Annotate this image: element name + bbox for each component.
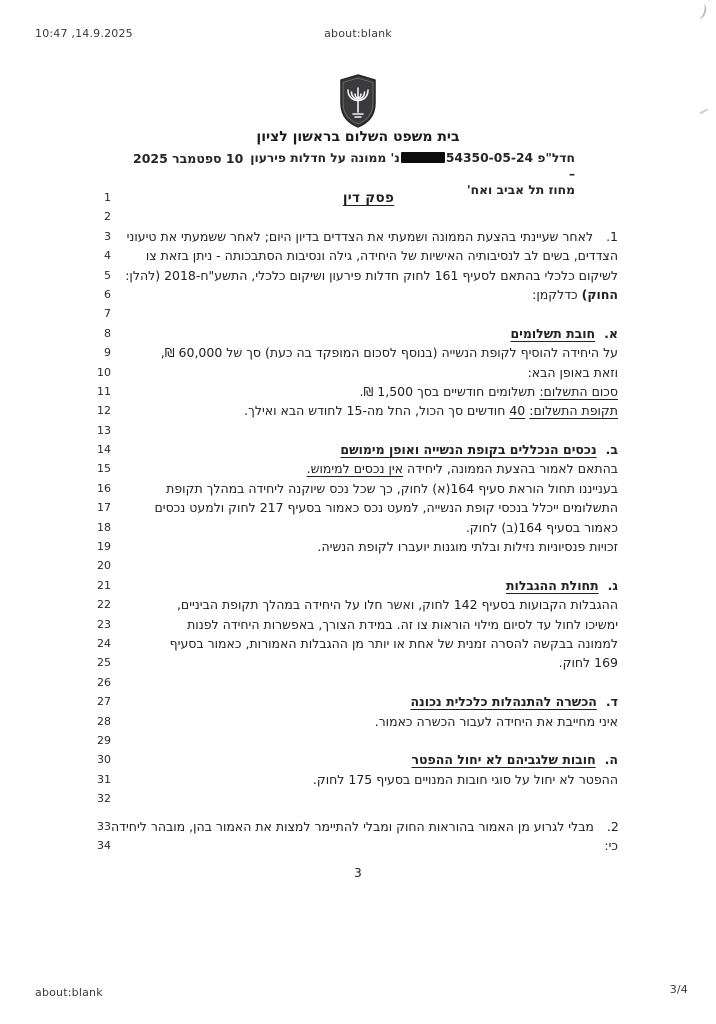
doc-line (95, 731, 626, 750)
line-number: 10 (97, 365, 111, 379)
text-segment: תחולת ההגבלות (506, 577, 599, 593)
text-segment: החוק) (581, 286, 618, 302)
israel-state-emblem-icon (0, 74, 716, 128)
text-segment: א. (604, 325, 618, 341)
text-segment: כאמור בסעיף 164(ב) לחוק. (465, 519, 618, 535)
text-segment: הכשרה להתנהלות כלכלית נכונה (410, 694, 597, 710)
text-segment: חובת תשלומים (510, 325, 596, 341)
text-segment: ימשיכו לחול עד לסיום מילוי הוראות צו זה. במידת הצורך, באפשרות היחידה לפנות (187, 616, 618, 632)
line-number: 9 (104, 346, 111, 360)
line-number: 22 (97, 598, 111, 612)
line-number: 14 (97, 443, 111, 457)
text-segment: ב. (605, 442, 618, 458)
text-segment: ההפטר לא יחול על סוגי חובות המנויים בסעיף 175 לחוק. (312, 771, 618, 787)
line-text (111, 653, 626, 672)
line-text (111, 750, 626, 769)
doc-line (95, 343, 626, 362)
line-number: 17 (97, 501, 111, 515)
line-number: 18 (97, 520, 111, 534)
line-number: 27 (97, 695, 111, 709)
doc-line (95, 789, 626, 808)
doc-line (95, 498, 626, 517)
text-segment: ד. (605, 694, 618, 710)
text-segment: התשלומים ייכלל בנכסי קופת הנשייה, למעט נכס כאמור בסעיף 217 לחוק ולמעט נכסים (154, 500, 618, 516)
print-footer-url: about:blank (35, 986, 103, 999)
line-number: 30 (97, 753, 111, 767)
line-text (111, 363, 626, 382)
line-number: 6 (104, 287, 111, 301)
text-segment: 169 לחוק. (558, 655, 618, 671)
line-number: 25 (97, 656, 111, 670)
line-text (111, 634, 626, 653)
line-text (111, 537, 626, 556)
doc-line (95, 770, 626, 789)
print-footer-page-indicator: 3/4 (669, 983, 688, 996)
line-number: 23 (97, 617, 111, 631)
doc-line (95, 518, 626, 537)
text-segment: וזאת באופן הבא: (527, 364, 618, 380)
doc-line (95, 556, 626, 575)
line-text (111, 246, 626, 265)
text-segment: לשיקום כלכלי בהתאם לסעיף 161 לחוק חדלות פירעון ושיקום כלכלי, התשע"ח-2018 (להלן: (125, 267, 618, 283)
line-text (111, 576, 626, 595)
scan-artifact (693, 2, 708, 21)
line-number: 32 (97, 792, 111, 806)
doc-line (95, 576, 626, 595)
text-segment: 1. (606, 228, 618, 244)
text-segment: ההגבלות הקבועות בסעיף 142 לחוק, ואשר חלו על היחידה במהלך תקופת הביניים, (176, 597, 618, 613)
line-number: 3 (104, 229, 111, 243)
line-number: 34 (97, 838, 111, 852)
court-name: בית משפט השלום בראשון לציון (256, 129, 460, 145)
doc-line (95, 653, 626, 672)
line-text (111, 498, 626, 517)
text-segment: לממונה בבקשה להסרה זמנית של אחת או יותר מן ההגבלות האמורות, כאמור בסעיף (169, 635, 618, 651)
text-segment: נכסים הנכללים בקופת הנשייה ואופן מימושם (340, 442, 597, 458)
line-text (111, 285, 626, 304)
line-text (111, 817, 627, 836)
text-segment: זכויות פנסיוניות נזילות ובלתי מוגנות יועברו לקופת הנשיה. (317, 539, 618, 555)
text-segment: מבלי לגרוע מן האמור בהוראות החוק ומבלי להתיימר למצות את האמור בהן, מובהר ליחידה (111, 818, 594, 834)
line-number: 15 (97, 462, 111, 476)
line-number: 12 (97, 404, 111, 418)
line-text (111, 266, 626, 285)
line-number: 28 (97, 714, 111, 728)
line-number: 26 (97, 675, 111, 689)
text-segment: בהתאם לאמור בהצעת הממונה, ליחידה (403, 461, 618, 477)
line-text (111, 440, 626, 459)
line-text (111, 227, 626, 246)
doc-line (95, 324, 626, 343)
text-segment: בענייננו תחול הוראת סעיף 164(א) לחוק, כך שכל נכס שיוקנה ליחידה במהלך תקופת (166, 480, 618, 496)
doc-line (95, 817, 626, 836)
line-number: 1 (104, 191, 111, 204)
doc-line (95, 401, 626, 420)
doc-line (95, 363, 626, 382)
line-text (111, 595, 626, 614)
doc-line (95, 692, 626, 711)
text-segment: הצדדים, בשים לב לנסיבותיה האישיות של היחידה, גילה ונסיבות הסתבכותה - ניתן בזאת צו (145, 248, 618, 264)
text-segment: תקופת התשלום: (529, 403, 618, 419)
line-number: 21 (97, 578, 111, 592)
doc-line (95, 246, 626, 265)
text-segment: איני מחייבת את היחידה לעבור הכשרה כאמור. (374, 713, 618, 729)
line-text (111, 382, 626, 401)
line-text (111, 479, 626, 498)
line-number: 5 (104, 268, 111, 282)
decision-date: 10 ספטמבר 2025 (133, 151, 244, 166)
line-text (111, 401, 626, 420)
doc-line (95, 285, 626, 304)
line-text (111, 459, 626, 478)
text-segment: כי: (604, 837, 618, 853)
text-segment: חודשים סך הכול, החל מה-15 לחודש הבא ואילך. (244, 403, 510, 419)
doc-line (95, 673, 626, 692)
redacted-name-box (401, 152, 445, 163)
print-header-datetime: 10:47 ,14.9.2025 (35, 27, 133, 40)
line-number: 4 (104, 249, 111, 263)
text-segment: סכום התשלום: (539, 383, 618, 399)
page-number: 3 (354, 866, 362, 880)
line-number: 31 (97, 772, 111, 786)
line-number: 16 (97, 481, 111, 495)
line-text (111, 324, 626, 343)
text-segment: כדלקמן: (532, 286, 582, 302)
case-district: מחוז תל אביב ואח' (466, 183, 575, 197)
text-segment: ה. (604, 752, 618, 768)
text-segment: 40 (509, 403, 526, 419)
doc-line (95, 382, 626, 401)
doc-line (95, 421, 626, 440)
doc-line (95, 188, 626, 207)
case-number: חדל"פ 54350-05-24 (445, 151, 575, 165)
line-text (111, 518, 626, 537)
case-parties: נ' ממונה על חדלות פירעון – (250, 151, 575, 181)
line-number: 19 (97, 540, 111, 554)
line-number: 24 (97, 636, 111, 650)
doc-line (95, 227, 626, 246)
doc-line (95, 634, 626, 653)
text-segment: לאחר שעיינתי בהצעת הממונה ושמעתי את הצדדים בדיון היום; לאחר ששמעתי את טיעוני (126, 228, 594, 244)
doc-lines (95, 188, 626, 855)
line-number: 7 (104, 307, 111, 321)
line-text (111, 770, 626, 789)
line-text (111, 343, 626, 362)
doc-line (95, 836, 626, 855)
line-number: 20 (97, 559, 111, 573)
doc-line (95, 207, 626, 226)
text-segment: על היחידה להוסיף לקופת הנשייה (בנוסף לסכום המופקד בה כעת) סך של 60,000 ₪, (160, 345, 618, 361)
doc-line (95, 712, 626, 731)
text-segment: אין נכסים למימוש. (306, 461, 404, 477)
line-number: 11 (97, 384, 111, 398)
text-segment: 2. (606, 818, 619, 834)
line-number: 29 (97, 733, 111, 747)
text-segment: תשלומים חודשיים בסך 1,500 ₪. (359, 383, 540, 399)
doc-line (95, 537, 626, 556)
text-segment: פסק דין (342, 190, 395, 206)
line-text (111, 692, 626, 711)
line-number: 2 (104, 210, 111, 224)
text-segment: חובות שלגביהם לא יחול ההפטר (411, 752, 596, 768)
doc-line (95, 440, 626, 459)
document-title (111, 188, 626, 208)
line-number: 8 (104, 326, 111, 340)
line-text (111, 836, 626, 855)
doc-line (95, 304, 626, 323)
text-segment: ג. (607, 577, 618, 593)
print-header-url: about:blank (324, 27, 392, 40)
doc-line (95, 479, 626, 498)
line-number: 33 (97, 819, 111, 833)
line-text (111, 615, 626, 634)
line-number: 13 (97, 423, 111, 437)
doc-line (95, 615, 626, 634)
doc-line (95, 266, 626, 285)
doc-line (95, 595, 626, 614)
doc-line (95, 459, 626, 478)
doc-line (95, 750, 626, 769)
line-text (111, 712, 626, 731)
